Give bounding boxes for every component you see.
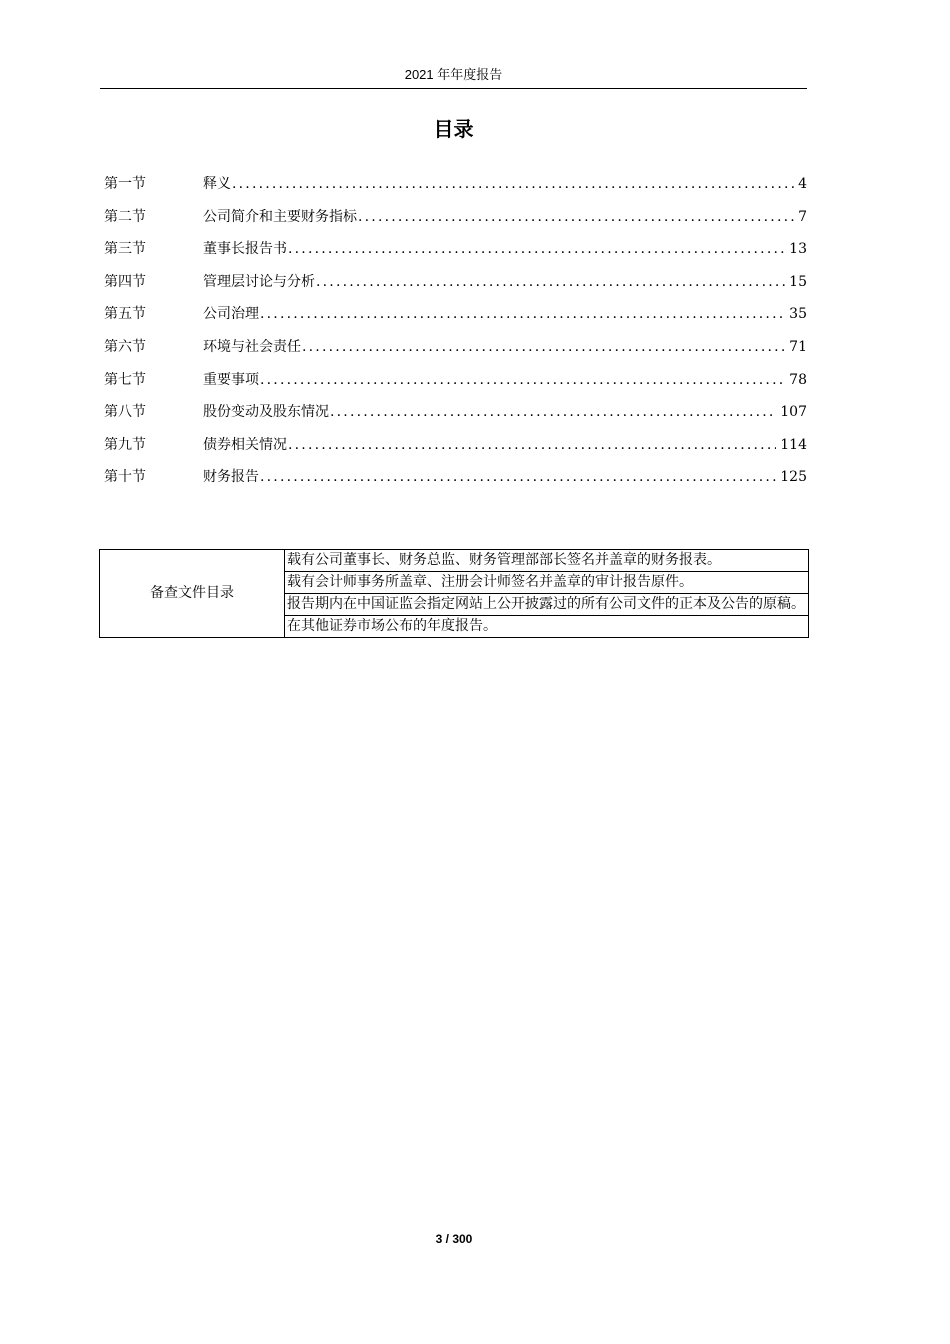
toc-entry[interactable] (104, 400, 807, 433)
table-row (100, 550, 809, 572)
reference-document-item: 载有公司董事长、财务总监、财务管理部部长签名并盖章的财务报表。 (285, 550, 809, 572)
toc-entry[interactable] (104, 302, 807, 335)
reference-document-item: 报告期内在中国证监会指定网站上公开披露过的所有公司文件的正本及公告的原稿。 (285, 594, 809, 616)
toc-entry[interactable] (104, 368, 807, 401)
toc-entry[interactable] (104, 172, 807, 205)
toc-section-name: 重要事项 (203, 371, 259, 388)
toc-page-number: 125 (780, 469, 807, 486)
toc-entry[interactable] (104, 433, 807, 466)
toc-entry[interactable] (104, 205, 807, 238)
header-divider (100, 88, 807, 89)
toc-section-name: 释义 (203, 176, 231, 192)
toc-leader-dots (260, 302, 785, 326)
toc-section-name: 债券相关情况 (203, 436, 287, 453)
toc-section-number: 第七节 (104, 371, 146, 388)
reference-documents-label: 备查文件目录 (100, 550, 285, 638)
toc-section-name: 公司治理 (203, 306, 259, 323)
toc-page-number: 114 (780, 436, 807, 453)
toc-section-number: 第九节 (104, 436, 146, 453)
toc-section-name: 财务报告 (203, 469, 259, 486)
table-of-contents (104, 172, 807, 498)
toc-page-number: 107 (780, 404, 807, 421)
toc-section-number: 第一节 (104, 176, 146, 192)
toc-section-number: 第三节 (104, 241, 146, 258)
toc-section-name: 董事长报告书 (203, 241, 287, 258)
toc-section-name: 公司简介和主要财务指标 (203, 208, 357, 225)
toc-page-number: 13 (789, 241, 807, 258)
reference-document-item: 在其他证券市场公布的年度报告。 (285, 616, 809, 638)
toc-title: 目录 (433, 117, 474, 141)
toc-leader-dots (358, 205, 794, 229)
toc-entry[interactable] (104, 465, 807, 498)
toc-page-number: 71 (789, 338, 807, 355)
toc-section-number: 第四节 (104, 273, 146, 290)
toc-leader-dots (232, 172, 794, 196)
page-number: 3 / 300 (435, 1232, 473, 1246)
toc-leader-dots (330, 400, 776, 424)
reference-documents-table (99, 549, 809, 638)
toc-section-name: 环境与社会责任 (203, 338, 301, 355)
reference-document-item: 载有会计师事务所盖章、注册会计师签名并盖章的审计报告原件。 (285, 572, 809, 594)
toc-section-number: 第八节 (104, 404, 146, 421)
page-header: 2021 年年度报告 (404, 67, 503, 82)
toc-page-number: 78 (789, 371, 807, 388)
toc-leader-dots (288, 237, 785, 261)
toc-section-name: 管理层讨论与分析 (203, 273, 315, 290)
toc-section-number: 第二节 (104, 208, 146, 225)
toc-entry[interactable] (104, 237, 807, 270)
toc-leader-dots (260, 368, 785, 392)
toc-leader-dots (288, 433, 776, 457)
toc-page-number: 15 (789, 273, 807, 290)
toc-section-name: 股份变动及股东情况 (203, 404, 329, 421)
toc-page-number: 35 (789, 306, 807, 323)
toc-entry[interactable] (104, 270, 807, 303)
toc-page-number: 4 (798, 176, 807, 192)
toc-page-number: 7 (798, 208, 807, 225)
toc-entry[interactable] (104, 335, 807, 368)
toc-section-number: 第十节 (104, 469, 146, 486)
toc-leader-dots (302, 335, 785, 359)
toc-leader-dots (316, 270, 785, 294)
toc-section-number: 第五节 (104, 306, 146, 323)
toc-leader-dots (260, 465, 776, 489)
toc-section-number: 第六节 (104, 338, 146, 355)
